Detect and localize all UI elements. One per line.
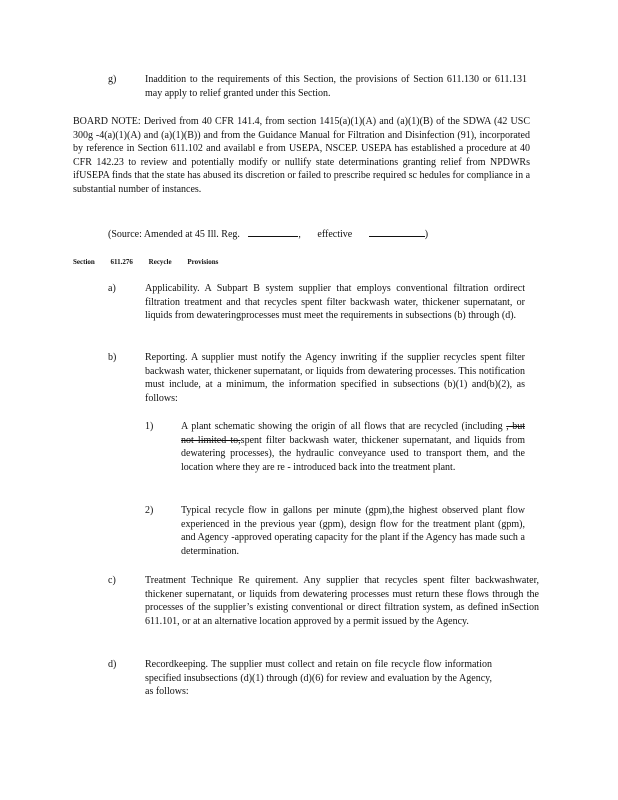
section-heading: [73, 256, 218, 270]
item-g-text: Inaddition to the requirements of this Section, the provisions of Section 611.130 or 611.131 may apply to relief granted under this Section.: [145, 74, 527, 99]
source-effective: effective: [317, 229, 353, 240]
item-b2-label: 2): [145, 505, 154, 516]
item-c-label: c): [108, 575, 116, 586]
section-title-2: Provisions: [187, 258, 219, 266]
section-word: Section: [73, 258, 95, 266]
item-b-label: b): [108, 352, 117, 363]
item-b1-post: spent filter backwash water, thickener supernatant, and liquids from dewatering processes), the hydraulic conveyance used to transport them, and the location where they are re - introduced back into the treatment plant.: [181, 434, 525, 473]
source-prefix: (Source: Amended at 45 Ill. Reg.: [108, 229, 240, 240]
source-line: (Source: Amended at 45 Ill. Reg. , effective ): [108, 229, 429, 240]
item-b-text: Reporting. A supplier must notify the Agency inwriting if the supplier recycles spent filter backwash water, thickener supernatant, or liquids from dewatering processes. This notification must include, at a minimum, the information specified in subsections (b)(1) and(b)(2), as follows:: [145, 352, 525, 404]
item-b1-label: 1): [145, 421, 154, 432]
item-b1-pre: A plant schematic showing the origin of all flows that are recycled (including: [181, 421, 503, 432]
item-d-text: Recordkeeping. The supplier must collect and retain on file recycle flow information specified insubsections (d)(1) through (d)(6) for review and evaluation by the Agency, as follows:: [145, 659, 492, 698]
source-close: ): [424, 229, 429, 240]
item-c-text: Treatment Technique Re quirement. Any supplier that recycles spent filter backwashwater, thickener supernatant, or liquids from dewatering processes must return these flows through the processes of the supplier’s existing conventional or direct filtration system, as defined inSection 611.101, or at an alternative location approved by a permit issued by the Agency.: [145, 575, 539, 627]
item-b1-text: [181, 420, 525, 474]
item-a-label: a): [108, 283, 116, 294]
section-number: 611.276: [110, 258, 133, 266]
item-d-label: d): [108, 659, 117, 670]
item-g-label: g): [108, 74, 117, 85]
item-b2-text: Typical recycle flow in gallons per minute (gpm),the highest observed plant flow experienced in the previous year (gpm), design flow for the treatment plant (gpm), and Agency -approved operating capacity for the plant if the Agency has made such a determination.: [181, 505, 525, 557]
source-reg-blank: [248, 227, 298, 237]
item-b1-struck: , but not limited to,: [181, 421, 526, 446]
section-title-1: Recycle: [148, 258, 172, 266]
source-effective-blank: [369, 227, 425, 237]
item-a-text: Applicability. A Subpart B system supplier that employs conventional filtration ordirect filtration treatment and that recycles spent filter backwash water, thickener supernatant, or liquids from dewateringprocesses must meet the requirements in subsections (b) through (d).: [145, 283, 525, 322]
board-note: BOARD NOTE: Derived from 40 CFR 141.4, from section 1415(a)(1)(A) and (a)(1)(B) of the SDWA (42 USC 300g -4(a)(1)(A) and (a)(1)(B)) and from the Guidance Manual for Filtration and Disinfection (91), incorporated by reference in Section 611.102 and availabl e from USEPA, NSCEP. USEPA has established a procedure at 40 CFR 142.23 to review and potentially modify or nullify state determinations granting relief from NPDWRs ifUSEPA finds that the state has abused its discretion or failed to prescribe required sc hedules for compliance in a substantial number of instances.: [73, 116, 531, 195]
